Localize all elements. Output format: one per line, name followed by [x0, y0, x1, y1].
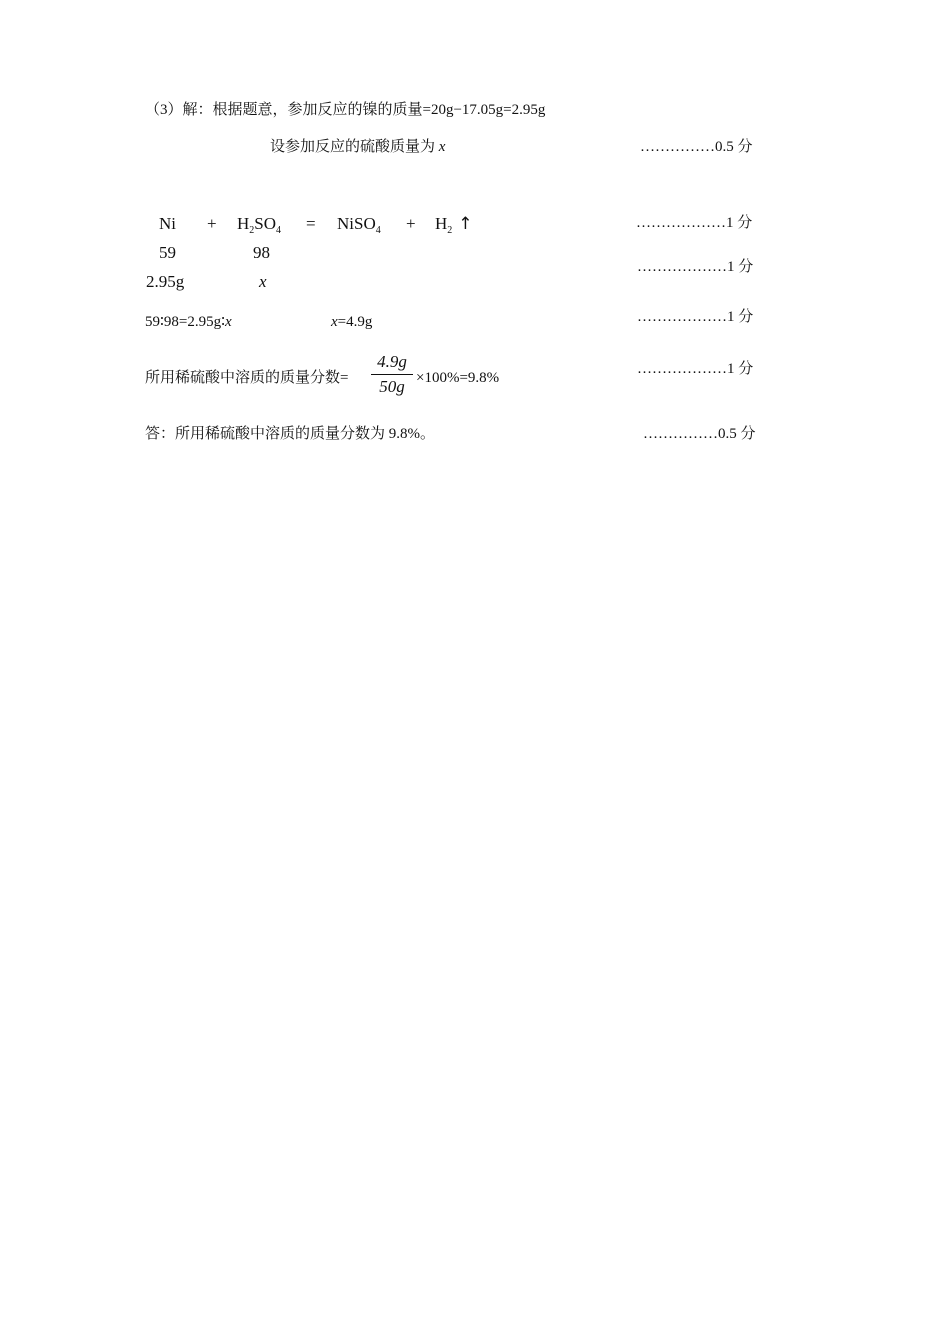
intro-text: （3）解：根据题意，参加反应的镍的质量=20g−17.05g=2.95g [145, 102, 546, 118]
molar-mass-ni: 59 [159, 243, 176, 262]
ratio-line [145, 313, 232, 331]
intro-line [145, 101, 545, 119]
score-assume: ……………0.5 分 [640, 139, 753, 155]
fraction-bar [371, 374, 413, 375]
h2so4-sub-2: 2 [249, 225, 255, 236]
mass-fraction [371, 352, 413, 397]
given-mass-ni: 2.95g [146, 272, 185, 291]
molar-mass-h2so4: 98 [253, 243, 270, 262]
equation-h2so4 [237, 214, 281, 241]
solve-result: =4.9g [337, 314, 373, 330]
h2so4-sub-4: 4 [276, 225, 282, 236]
score-fraction: ………………1 分 [637, 361, 754, 377]
given-variable: x [259, 272, 267, 291]
h2-h: H [435, 214, 448, 233]
equation-ni: Ni [159, 214, 176, 233]
score-ratio: ………………1 分 [637, 309, 754, 325]
niso4-text: NiSO [337, 214, 376, 233]
fraction-denominator: 50g [379, 377, 405, 396]
solve-variable: x [331, 314, 338, 330]
equation-equals: = [306, 214, 316, 233]
equation-plus-2: + [406, 214, 416, 233]
ratio-variable: x [225, 314, 232, 330]
equation-niso4 [337, 214, 381, 241]
assume-variable: x [438, 139, 446, 155]
niso4-sub-4: 4 [375, 225, 381, 236]
equation-plus-1: + [207, 214, 217, 233]
h2-sub-2: 2 [447, 225, 453, 236]
h2so4-h: H [237, 214, 250, 233]
h2so4-so: SO [254, 214, 277, 233]
equation-h2 [435, 214, 473, 241]
assume-line [270, 138, 445, 156]
assume-text: 设参加反应的硫酸质量为 [270, 139, 439, 155]
fraction-suffix: ×100%=9.8% [416, 370, 500, 386]
fraction-numerator: 4.9g [377, 352, 407, 371]
score-equation: ………………1 分 [636, 215, 753, 231]
solve-line [331, 313, 372, 331]
score-mass: ………………1 分 [637, 259, 754, 275]
answer-line: 答：所用稀硫酸中溶质的质量分数为 9.8%。 [145, 426, 435, 442]
ratio-text: 59∶98=2.95g∶ [145, 314, 226, 330]
fraction-prefix: 所用稀硫酸中溶质的质量分数= [145, 370, 349, 386]
up-arrow-icon: ↑ [458, 214, 473, 234]
score-answer: ……………0.5 分 [643, 426, 756, 442]
